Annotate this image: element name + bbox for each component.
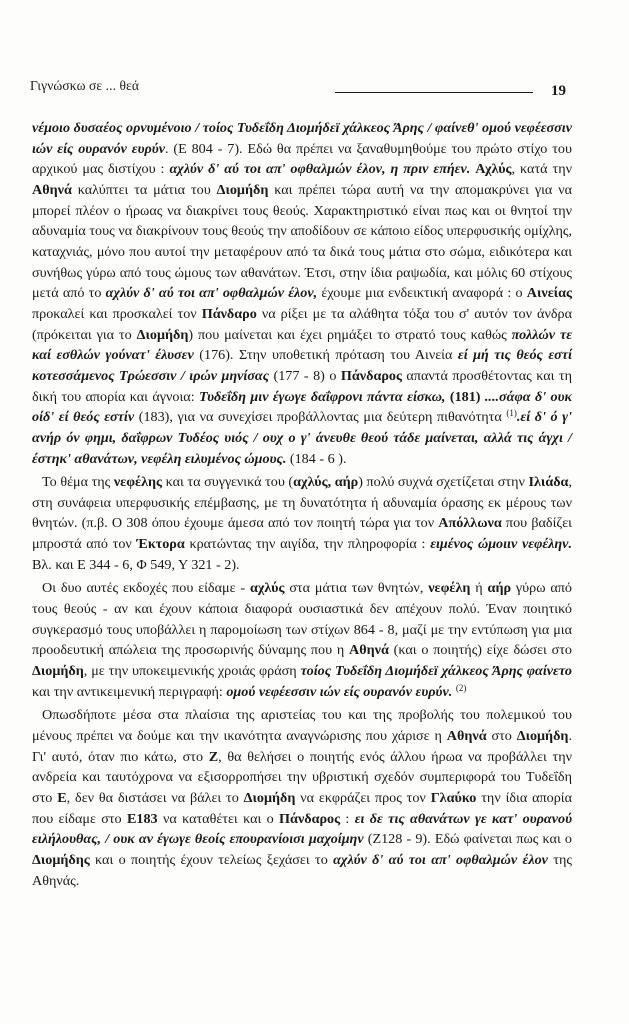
text-run: και την αντικειμενική περιγραφή:: [32, 683, 227, 700]
bold-term: αήρ: [487, 580, 512, 597]
text-run: , με την υποκειμενικής χροιάς φράση: [83, 663, 301, 680]
bold-term: Πάνδαρο: [201, 305, 257, 322]
bold-term: Ζ: [208, 748, 219, 765]
text-run: την ίδια απορία που είδαμε στο: [32, 790, 572, 827]
text-run: (και ο ποιητής) είχε δώσει στο: [388, 642, 572, 659]
bold-term: Έκτορα: [136, 536, 185, 553]
text-run: της Αθηνάς.: [32, 851, 572, 889]
paragraph-4: [32, 705, 572, 891]
homeric-quote: πολλών τε καί εσθλών γούνατ' έλυσεν: [32, 326, 573, 364]
bold-term: Διομήδη: [243, 790, 296, 806]
homeric-quote: εί μή τις θεός εστί κοτεσσάμενος Τρώεσσιν / ιρών μηνίσας: [32, 347, 572, 384]
header-rule: [335, 92, 533, 93]
bold-term: Απόλλωνα: [438, 515, 502, 532]
text-run: (183), για να συνεχίσει προβάλλοντας μια δεύτερη πιθανότητα: [134, 409, 507, 426]
bold-term: αχλύς: [249, 580, 285, 597]
text-run: Το θέμα της: [42, 474, 114, 491]
bold-term: Αινείας: [526, 285, 572, 302]
paragraph-3: [32, 578, 572, 702]
bold-term: Αθηνά: [446, 728, 487, 745]
bold-term: Πάνδαρος: [340, 367, 402, 384]
homeric-quote: αχλύν δ' αύ τοι απ' οφθαλμών έλον, η πριν επήεν.: [169, 161, 471, 178]
text-run: , δεν θα διστάσει να βάλει το: [66, 790, 244, 806]
text-run: (184 - 6 ).: [286, 450, 347, 467]
homeric-quote: ομού νεφέεσσιν ιών είς ουρανόν ευρύν.: [226, 683, 453, 700]
homeric-quote: ειμένος ώμοιιν νεφέλην.: [430, 536, 572, 553]
text-run: προκαλεί και προσκαλεί τον: [32, 305, 202, 322]
bold-term: αχλύς, αήρ: [293, 474, 359, 491]
text-run: κρατώντας την αιγίδα, την πληροφορία :: [184, 536, 431, 553]
text-run: να εκφράζει προς τον: [295, 790, 431, 806]
running-title: Γιγνώσκω σε ... θεά: [30, 78, 140, 93]
body-text: [32, 118, 572, 891]
text-run: και πρέπει τώρα αυτή να την απομακρύνει για να μπορεί πλέον ο ήρωας να διακρίνει τους θεούς. Χαρακτηριστικό είναι πως και οι θνητοί την αδυναμία τους να διακρίνουν τους θεούς την αποδίδουν σε κάποιο είδος υπερφυσικής ομίχλης, καταχνιάς, μόνο που αυτοί την μεταφέρουν από τα δικά τους μάτια στο σώμα, ειδικότερα και συνήθως γύρω από τους ώμους των αθανάτων. Έτσι, στην ίδια ραψωδία, και μόλις 60 στίχους μετά από το: [32, 181, 572, 302]
bold-term: Διομήδη: [32, 663, 84, 680]
bold-term: Διομήδη: [516, 728, 569, 745]
text-run: , κατά την: [511, 161, 572, 178]
homeric-quote: αχλύν δ' αύ τοι απ' οφθαλμών έλον,: [105, 285, 318, 302]
text-run: (Ζ128 - 9). Εδώ φαίνεται πως και ο: [363, 831, 572, 848]
text-run: (176). Στην υποθετική πρόταση του Αινεία: [193, 347, 458, 364]
text-run: . (Ε 804 - 7). Εδώ θα πρέπει να ξαναθυμηθούμε του πρώτο στίχο του αρχικού μας διστίχου :: [32, 140, 572, 178]
bold-term: Διομήδη: [216, 181, 269, 198]
paragraph-1: [32, 118, 572, 469]
text-run: Οπωσδήποτε μέσα στα πλαίσια της αριστείας του και της προβολής του πολεμικού του μένους πρέπει να δούμε και την ικανότητα αναγνώρισης που χάρισε η: [32, 707, 572, 745]
homeric-quote: αχλύν δ' αύ τοι απ' οφθαλμών έλον: [333, 851, 548, 868]
homeric-quote: τοίος Τυδεΐδη Διομήδεϊ χάλκεος Άρης φαίνετο: [300, 663, 573, 680]
text-run: Βλ. και Ε 344 - 6, Φ 549, Υ 321 - 2).: [32, 556, 240, 573]
text-run: γύρω από τους θεούς - αν και έχουν κάποια διαφορά ουσιαστικά δεν απέχουν πολύ. Έναν ποιητικό συγκερασμό τους υποβάλλει η παρομοίωση των στίχων 864 - 8, μαζί με την εντύπωση για μια προοδευτική απώλεια της προσωρινής δύναμης που η: [32, 580, 572, 659]
bold-term: Γλαύκο: [430, 790, 477, 806]
bold-term: Διομήδη: [136, 326, 189, 343]
text-run: έχουμε μια ενδεικτική αναφορά : ο: [317, 285, 527, 302]
bold-term: Αχλύς: [475, 161, 512, 178]
bold-term: (181): [445, 388, 485, 405]
bold-term: νεφέλη: [428, 580, 471, 597]
homeric-quote: .εί δ' ό γ' ανήρ όν φημι, δαΐφρων Τυδέος υιός / ουχ ο γ' άνευθε θεού τάδε μαίνεται, αλλά τις άγχι / έστηκ' αθανάτων, νεφέλη ειλυμένος ώμους.: [32, 409, 572, 467]
page-number: 19: [551, 83, 566, 99]
text-run: να ρίξει με τα αλάθητα τόξα του σ' αυτόν τον άνδρα (πρόκειται για το: [32, 305, 572, 343]
bold-term: νεφέλης: [113, 474, 163, 491]
text-run: που βαδίζει μπροστά από τον: [32, 515, 572, 553]
text-run: και τα συγγενικά του (: [162, 474, 294, 491]
text-run: να καταθέτει και ο: [157, 810, 280, 827]
footnote-marker: (1): [506, 408, 517, 419]
bold-term: Ιλιάδα: [528, 474, 569, 491]
bold-term: Αθηνά: [32, 181, 72, 198]
text-run: Οι δυο αυτές εκδοχές που είδαμε -: [42, 580, 250, 597]
text-run: . Γι' αυτό, όταν πιο κάτω, στο: [32, 728, 572, 765]
text-run: καλύπτει τα μάτια του: [71, 181, 217, 198]
text-run: , θα θελήσει ο ποιητής ενός άλλου ήρωα να προβάλλει την ανδρεία και ταυτόχρονα να εξισορροπήσει την υβριστική σχεδόν συμπεριφορά του Τυδεΐδη στο: [32, 748, 572, 806]
text-run: ) που μαίνεται και έχει ρημάξει το στρατό τους καθώς: [188, 326, 512, 343]
homeric-quote: ει δε τις αθανάτων γε κατ' ουρανού ειλήλουθας, / ουκ αν έγωγε θεοίς επουρανίοισι μαχοίμην: [32, 810, 573, 848]
homeric-quote: ....σάφα δ' ουκ οίδ' εί θεός εστίν: [32, 388, 572, 426]
page-header: [30, 78, 570, 102]
paragraph-2: [32, 472, 572, 575]
text-run: , στη συνάφεια υπερφυσικής επέμβασης, με τη δυνατότητα ή αδυναμία όρασης εκ μέρους των θνητών. (π.β. Ο 308 όπου έχουμε άμεσα από τον ποιητή τώρα για τον: [32, 474, 572, 532]
footnote-marker: (2): [455, 682, 467, 693]
bold-term: Ε: [57, 790, 67, 806]
text-run: :: [340, 810, 355, 827]
text-run: (177 - 8) ο: [269, 367, 341, 384]
text-run: ή: [470, 580, 488, 597]
bold-term: Πάνδαρος: [279, 810, 341, 827]
bold-term: Ε183: [126, 810, 158, 827]
text-run: στα μάτια των θνητών,: [284, 580, 429, 597]
text-run: και ο ποιητής έχουν τελείως ξεχάσει το: [89, 851, 334, 868]
homeric-quote: Τυδεΐδη μιν έγωγε δαΐφρονι πάντα είσκω,: [199, 388, 446, 405]
text-run: απαντά προσθέτοντας και τη δική του απορία και άγνοια:: [32, 367, 573, 405]
text-run: ) πολύ συχνά σχετίζεται στην: [358, 474, 529, 491]
homeric-quote: νέμοιο δυσαέος ορνυμένοιο / τοίος Τυδεΐδη Διομήδεϊ χάλκεος Άρης / φαίνεθ' ομού νεφέεσσιν ιών είς ουρανόν ευρύν: [32, 120, 572, 157]
bold-term: Διομήδης: [32, 851, 90, 868]
bold-term: Αθηνά: [349, 642, 389, 659]
text-run: στο: [486, 728, 517, 745]
